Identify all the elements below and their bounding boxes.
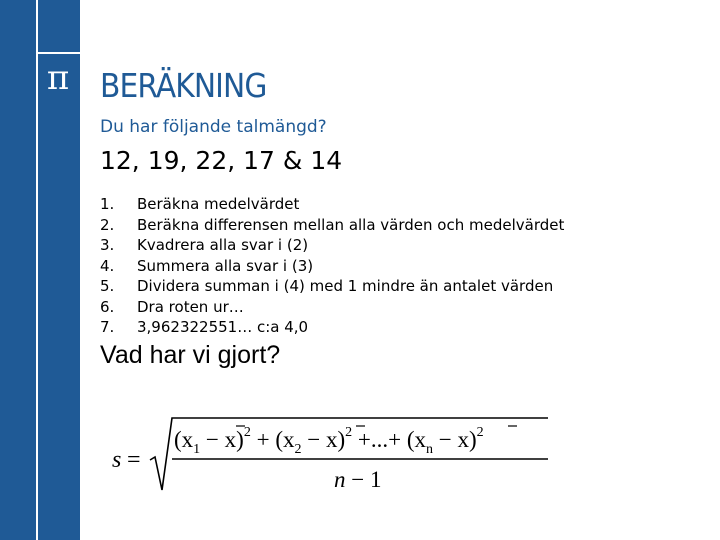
steps-list [100, 194, 564, 338]
formula-denominator [334, 467, 381, 492]
step-number: 6. [100, 297, 115, 316]
step-text: Beräkna differensen mellan alla värden och medelvärdet [137, 215, 565, 234]
step-number: 2. [100, 215, 115, 234]
step-number: 7. [100, 318, 115, 336]
term-minus: − [200, 427, 225, 452]
formula-lhs: s [112, 447, 122, 473]
pi-icon: π [46, 58, 70, 98]
term-exponent: 2 [345, 425, 353, 440]
number-set: 12, 19, 22, 17 & 14 [100, 146, 343, 175]
term-subscript: 1 [193, 442, 201, 457]
term-close: ) [337, 427, 346, 452]
list-item [100, 235, 564, 256]
formula-numerator [174, 425, 484, 457]
step-number: 3. [100, 236, 115, 254]
list-item [100, 317, 564, 338]
list-item [100, 194, 564, 215]
list-item [100, 276, 564, 297]
term-open: (x [406, 427, 427, 452]
sidebar-horizontal-line [36, 52, 80, 54]
term-xbar: x [457, 427, 469, 452]
step-text: Beräkna medelvärdet [137, 195, 300, 213]
term-open: (x [174, 427, 194, 452]
sidebar [0, 0, 80, 540]
term-minus: − [301, 427, 326, 452]
term-ellipsis: +...+ [352, 427, 407, 452]
question-text: Vad har vi gjort? [100, 341, 281, 369]
denominator-n: n [334, 467, 346, 492]
step-number: 1. [100, 195, 115, 213]
list-item [100, 215, 564, 236]
term-open: (x [275, 427, 295, 452]
term-xbar: x [325, 427, 338, 452]
slide-subtitle: Du har följande talmängd? [100, 117, 327, 137]
slide-title: BERÄKNING [100, 66, 267, 105]
term-plus: + [250, 427, 276, 452]
term-subscript: n [426, 442, 434, 457]
term-exponent: 2 [243, 425, 251, 440]
step-text: Dividera summan i (4) med 1 mindre än antalet värden [137, 277, 554, 295]
term-subscript: 2 [294, 442, 302, 457]
step-text: Summera alla svar i (3) [137, 256, 314, 275]
term-exponent: 2 [476, 425, 484, 440]
list-item [100, 256, 564, 277]
list-item [100, 297, 564, 318]
step-text: 3,962322551… c:a 4,0 [137, 318, 309, 336]
step-number: 5. [100, 277, 115, 295]
step-text: Dra roten ur… [137, 297, 244, 316]
step-text: Kvadrera alla svar i (2) [137, 236, 309, 254]
term-close: ) [236, 427, 244, 452]
term-minus: − [433, 427, 458, 452]
std-dev-formula [112, 414, 552, 494]
term-xbar: x [224, 427, 237, 452]
step-number: 4. [100, 256, 115, 275]
term-close: ) [469, 427, 477, 452]
denominator-rest: − 1 [345, 467, 382, 492]
formula-equals: = [127, 447, 141, 473]
